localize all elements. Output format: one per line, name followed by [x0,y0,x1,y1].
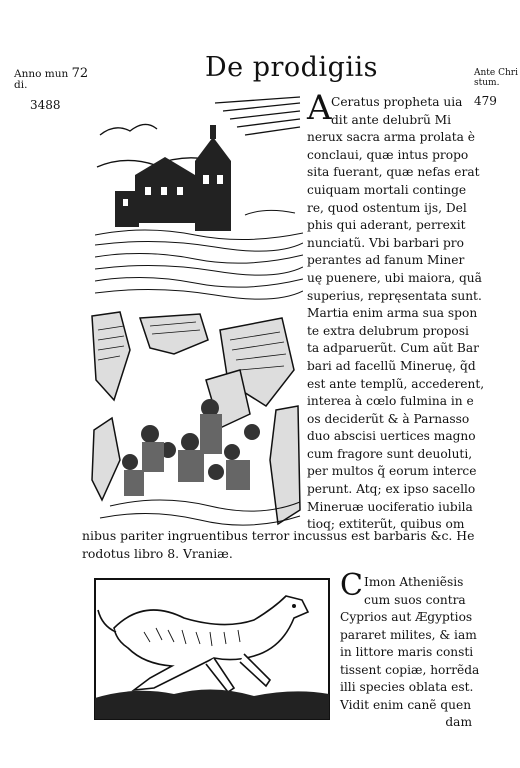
dropcap-section2: C [340,568,363,603]
text-line: interea à cœlo fulmina in e [307,394,474,409]
woodcut-town-storm [95,95,303,305]
text-line: Mineruæ uociferatio iubila [307,499,473,514]
right-margin-note [474,68,520,88]
woodcut-leaping-dog [94,578,330,720]
text-line: Vidit enim canẽ quen [340,697,472,712]
text-line: Imon Atheniẽsis [364,575,464,589]
text-line: cum fragore sunt deuoluti, [307,446,473,461]
catchword: dam [445,715,472,729]
text-line: perunt. Atq; ex ipso sacello [307,482,476,497]
text-line: per multos q̃ eorum interce [307,464,477,479]
left-year: 3488 [30,98,61,112]
text-line: tioq; extiterũt, quibus om [307,517,465,532]
running-head-title: De prodigiis [205,52,378,83]
text-line: re, quod ostentum ijs, Del [307,200,467,215]
dropcap-section1: A [307,88,332,128]
text-line: pararet milites, & iam [340,627,477,642]
text-line: bari ad facellũ Mineruę, q̃d [307,358,476,373]
full-width-line: rodotus libro 8. Vraniæ. [82,546,233,561]
text-line: superius, repręsentata sunt. [307,288,482,303]
text-line: ta adparuerũt. Cum aũt Bar [307,341,479,356]
right-note-line1: Ante Chri [474,68,518,78]
text-column-section2 [340,574,480,732]
text-line: sita fuerant, quæ nefas erat [307,165,480,180]
text-line: dit ante delubrũ Mi [331,112,452,127]
text-line: Ceratus propheta uia [331,95,463,109]
left-margin-note [14,68,88,91]
right-note-line2: stum. [474,78,500,88]
text-line: Martia enim arma sua spon [307,306,478,321]
woodcut-rocks-falling [90,310,302,535]
text-line: illi species oblata est. [340,680,474,694]
text-line: est ante templũ, accederent, [307,376,485,391]
text-line: conclaui, quæ intus propo [307,147,469,162]
text-line: in littore maris consti [340,645,474,659]
text-line: uę puenere, ubi maiora, quã [307,270,482,285]
text-line: os deciderũt & à Parnasso [307,411,470,426]
left-note-line2: di. [14,79,28,91]
text-line: duo abscisi uertices magno [307,429,476,444]
full-width-line: nibus pariter ingruentibus terror incussus est barbaris &c. He [82,528,475,543]
text-line: cum suos contra [364,592,466,607]
text-line: phis qui aderant, perrexit [307,218,466,233]
text-line: te extra delubrum proposi [307,323,469,338]
text-line: cuiquam mortali continge [307,182,467,197]
text-column-section1 [307,94,485,534]
left-note-line1: Anno mun [14,68,69,80]
text-line: nerux sacra arma prolata è [307,130,475,145]
right-year: 479 [474,94,497,108]
text-line: tissent copiæ, horrẽda [340,662,480,677]
text-line: perantes ad fanum Miner [307,253,465,268]
text-line: nunciatũ. Vbi barbari pro [307,235,464,250]
left-page-number: 72 [71,66,89,81]
text-line: Cyprios aut Ægyptios [340,610,473,624]
